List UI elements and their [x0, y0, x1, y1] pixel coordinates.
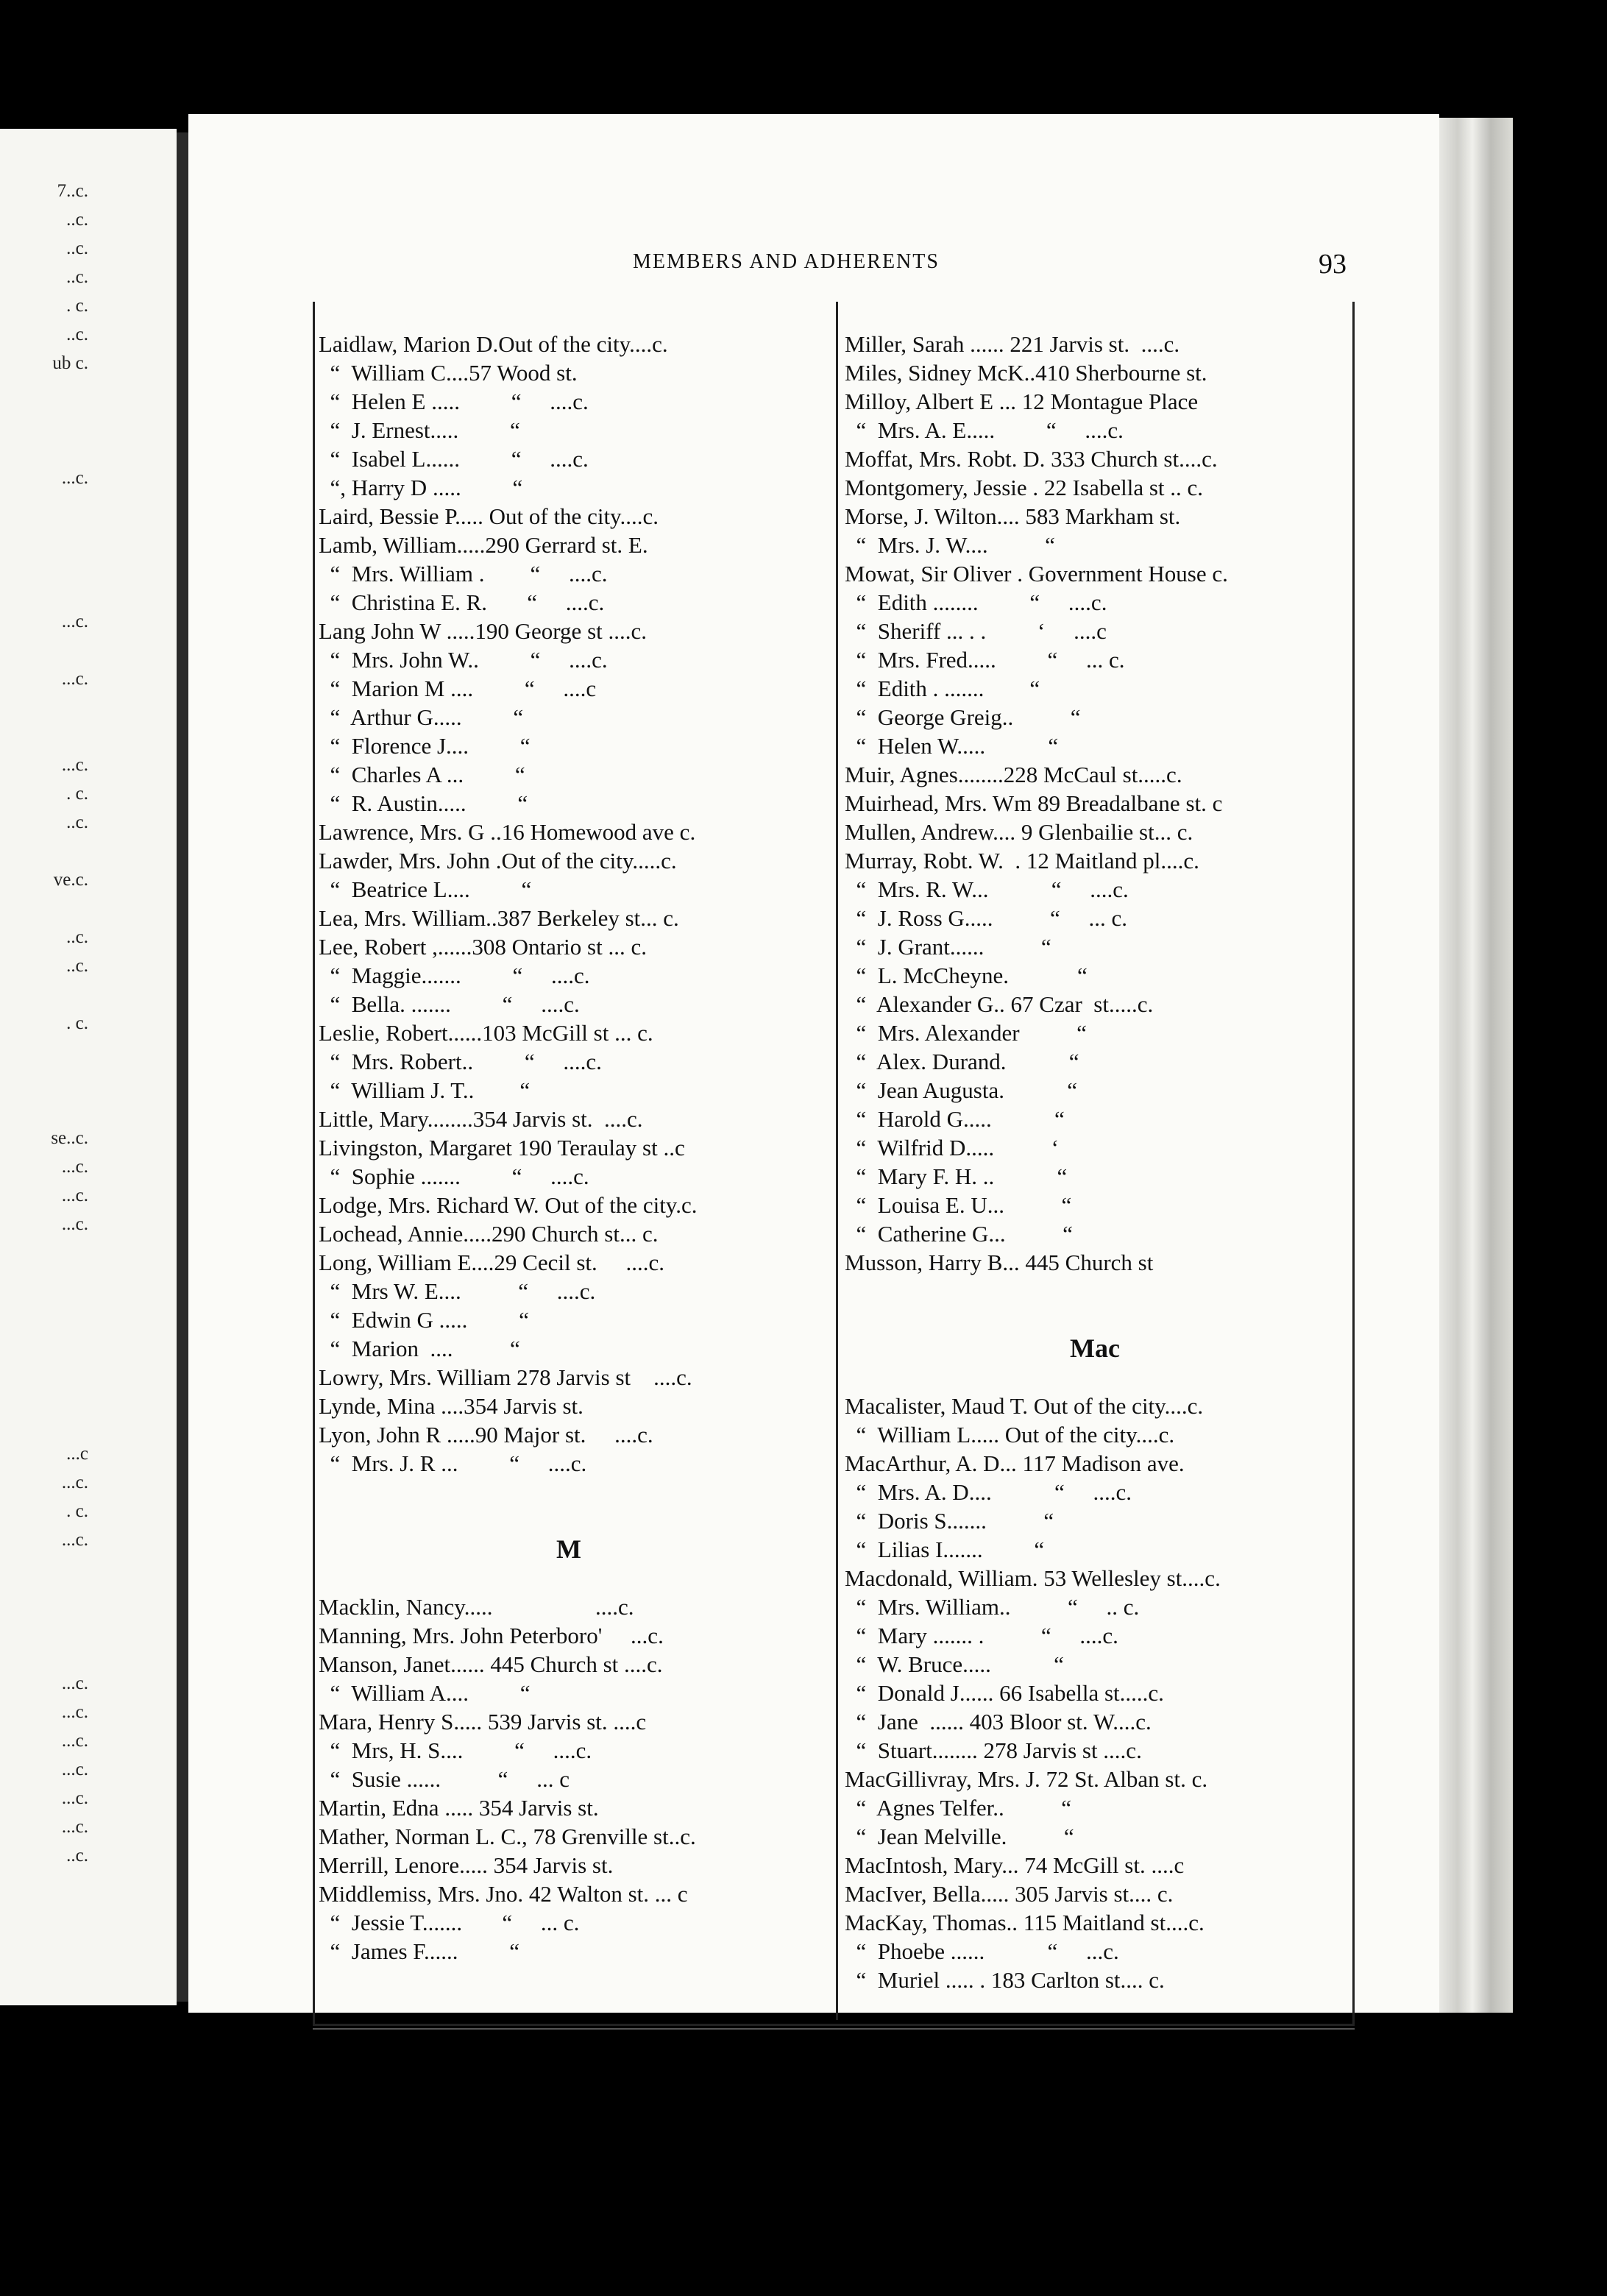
- directory-entry: “ Jane ...... 403 Bloor st. W....c.: [845, 1709, 1152, 1735]
- directory-entry: Montgomery, Jessie . 22 Isabella st .. c.: [845, 475, 1204, 500]
- directory-entry: MacArthur, A. D... 117 Madison ave.: [845, 1450, 1185, 1476]
- page-edges: [1439, 118, 1513, 2013]
- facing-page-fragment: [0, 492, 88, 521]
- directory-entry: Macalister, Maud T. Out of the city....c.: [845, 1393, 1204, 1419]
- directory-entry: MacGillivray, Mrs. J. 72 St. Alban st. c.: [845, 1766, 1208, 1792]
- section-heading: Mac: [1070, 1333, 1120, 1363]
- directory-entry: Manson, Janet...... 445 Church st ....c.: [319, 1651, 663, 1677]
- facing-page-fragment: ...c.: [61, 755, 88, 775]
- directory-entry: “ Stuart........ 278 Jarvis st ....c.: [845, 1737, 1142, 1763]
- directory-entry: “ Louisa E. U... “: [845, 1192, 1072, 1218]
- directory-entry: “ Mary ....... . “ ....c.: [845, 1623, 1118, 1648]
- directory-entry: “ Mrs. William . “ ....c.: [319, 561, 608, 587]
- facing-page-fragment: [0, 1411, 88, 1439]
- bottom-rule: [313, 2028, 1355, 2030]
- facing-page-fragment: ..c.: [66, 267, 88, 287]
- directory-entry: Lea, Mrs. William..387 Berkeley st... c.: [319, 905, 679, 931]
- spacer: [845, 1277, 1345, 1305]
- running-head: MEMBERS AND ADHERENTS: [633, 250, 940, 273]
- directory-entry: Lamb, William.....290 Gerrard st. E.: [319, 532, 648, 558]
- directory-entry: “ Maggie....... “ ....c.: [319, 963, 590, 988]
- directory-entry: “ Sophie ....... “ ....c.: [319, 1163, 589, 1189]
- directory-entry: Long, William E....29 Cecil st. ....c.: [319, 1250, 665, 1275]
- facing-page-fragment: [0, 1325, 88, 1353]
- directory-entry: “ Helen W..... “: [845, 733, 1059, 759]
- facing-page-fragment: [0, 521, 88, 550]
- facing-page-fragment: ..c.: [66, 927, 88, 947]
- directory-entry: Merrill, Lenore..... 354 Jarvis st.: [319, 1852, 614, 1878]
- directory-entry: “ Wilfrid D..... ‘: [845, 1135, 1059, 1161]
- facing-page-fragment: ...c.: [61, 1817, 88, 1837]
- facing-page-fragment: . c.: [66, 296, 88, 316]
- facing-page-fragment: ...c.: [61, 1157, 88, 1177]
- facing-page-fragment: [0, 1267, 88, 1296]
- directory-entry: “, Harry D ..... “: [319, 475, 523, 500]
- directory-entry: Moffat, Mrs. Robt. D. 333 Church st....c.: [845, 446, 1218, 472]
- directory-entry: “ William A.... “: [319, 1680, 531, 1706]
- directory-entry: “ R. Austin..... “: [319, 790, 528, 816]
- directory-entry: “ Mrs. J. W.... “: [845, 532, 1055, 558]
- facing-page-fragment: [0, 693, 88, 722]
- facing-page-fragment: ..c.: [66, 812, 88, 832]
- directory-entry: “ Harold G..... “: [845, 1106, 1065, 1132]
- facing-page-fragment: [0, 1640, 88, 1669]
- facing-page-fragment: ...c: [66, 1444, 88, 1464]
- directory-entry: “ Marion M .... “ ....c: [319, 676, 597, 701]
- facing-page-fragment: [0, 1554, 88, 1583]
- facing-page-fragment: ..c.: [66, 238, 88, 258]
- directory-entry: Lynde, Mina ....354 Jarvis st.: [319, 1393, 583, 1419]
- facing-page-fragment: [0, 837, 88, 865]
- directory-entry: “ Mrs. Robert.. “ ....c.: [319, 1049, 602, 1074]
- directory-entry: “ Mrs. John W.. “ ....c.: [319, 647, 608, 673]
- directory-entry: “ Helen E ..... “ ....c.: [319, 389, 589, 414]
- directory-entry: Mara, Henry S..... 539 Jarvis st. ....c: [319, 1709, 647, 1735]
- directory-entry: “ Arthur G..... “: [319, 704, 524, 730]
- directory-entry: Lawder, Mrs. John .Out of the city.....c.: [319, 848, 677, 874]
- directory-entry: Lawrence, Mrs. G ..16 Homewood ave c.: [319, 819, 696, 845]
- column-divider: [836, 302, 838, 2020]
- directory-entry: “ J. Ernest..... “: [319, 417, 520, 443]
- directory-entry: Laidlaw, Marion D.Out of the city....c.: [319, 331, 668, 357]
- facing-page-fragment: [0, 1038, 88, 1066]
- directory-entry: “ Edith ........ “ ....c.: [845, 589, 1107, 615]
- facing-page-fragment: . c.: [66, 1013, 88, 1033]
- facing-page-fragment: [0, 894, 88, 923]
- directory-entry: Lee, Robert ,......308 Ontario st ... c.: [319, 934, 647, 960]
- directory-entry: Martin, Edna ..... 354 Jarvis st.: [319, 1795, 599, 1821]
- facing-page-fragment: [0, 980, 88, 1009]
- facing-page-fragment: [0, 1239, 88, 1267]
- directory-entry: “ Jean Augusta. “: [845, 1077, 1077, 1103]
- directory-entry: “ Mrs. J. R ... “ ....c.: [319, 1450, 587, 1476]
- directory-entry: Miller, Sarah ...... 221 Jarvis st. ....c.: [845, 331, 1180, 357]
- directory-entry: “ Beatrice L.... “: [319, 876, 532, 902]
- directory-entry: Leslie, Robert......103 McGill st ... c.: [319, 1020, 653, 1046]
- directory-entry: “ Alex. Durand. “: [845, 1049, 1079, 1074]
- facing-page-fragment: ...c.: [61, 1673, 88, 1693]
- facing-page-fragments: [0, 177, 88, 1870]
- facing-page-fragment: ..c.: [66, 1846, 88, 1866]
- directory-entry: Miles, Sidney McK..410 Sherbourne st.: [845, 360, 1207, 386]
- directory-entry: “ William J. T.. “: [319, 1077, 531, 1103]
- directory-entry: MacIntosh, Mary... 74 McGill st. ....c: [845, 1852, 1185, 1878]
- directory-entry: “ George Greig.. “: [845, 704, 1081, 730]
- facing-page-fragment: ...c.: [61, 1731, 88, 1751]
- directory-entry: Macdonald, William. 53 Wellesley st....c.: [845, 1565, 1221, 1591]
- directory-entry: “ James F...... “: [319, 1938, 520, 1964]
- directory-entry: Milloy, Albert E ... 12 Montague Place: [845, 389, 1199, 414]
- directory-entry: “ Donald J...... 66 Isabella st.....c.: [845, 1680, 1164, 1706]
- directory-entry: Livingston, Margaret 190 Teraulay st ..c: [319, 1135, 685, 1161]
- directory-entry: “ Muriel ..... . 183 Carlton st.... c.: [845, 1967, 1165, 1993]
- directory-entry: “ Christina E. R. “ ....c.: [319, 589, 605, 615]
- facing-page-fragment: [0, 722, 88, 751]
- directory-entry: “ Mrs. A. E..... “ ....c.: [845, 417, 1124, 443]
- directory-entry: “ Mrs W. E.... “ ....c.: [319, 1278, 596, 1304]
- directory-entry: “ Mrs. A. D.... “ ....c.: [845, 1479, 1132, 1505]
- directory-entry: “ Mrs. Alexander “: [845, 1020, 1087, 1046]
- facing-page-fragment: . c.: [66, 1501, 88, 1521]
- directory-entry: “ Agnes Telfer.. “: [845, 1795, 1072, 1821]
- facing-page-fragment: . c.: [66, 784, 88, 804]
- facing-page-fragment: ...c.: [61, 1760, 88, 1779]
- directory-entry: “ Jean Melville. “: [845, 1824, 1074, 1849]
- directory-entry: “ J. Ross G..... “ ... c.: [845, 905, 1128, 931]
- directory-entry: “ Mrs, H. S.... “ ....c.: [319, 1737, 592, 1763]
- directory-entry: Musson, Harry B... 445 Church st: [845, 1250, 1154, 1275]
- directory-entry: Muir, Agnes........228 McCaul st.....c.: [845, 762, 1182, 787]
- facing-page-fragment: [0, 1612, 88, 1640]
- directory-entry: “ Doris S....... “: [845, 1508, 1054, 1534]
- facing-page-fragment: [0, 636, 88, 665]
- facing-page-fragment: [0, 435, 88, 464]
- directory-entry: “ Florence J.... “: [319, 733, 531, 759]
- facing-page-fragment: ...c.: [61, 1788, 88, 1808]
- directory-entry: “ Mary F. H. .. “: [845, 1163, 1068, 1189]
- facing-page-fragment: 7..c.: [57, 181, 88, 201]
- directory-entry: “ Mrs. William.. “ .. c.: [845, 1594, 1140, 1620]
- directory-entry: “ Jessie T....... “ ... c.: [319, 1910, 580, 1935]
- directory-entry: “ Charles A ... “: [319, 762, 525, 787]
- facing-page-fragment: ...c.: [61, 1702, 88, 1722]
- facing-page-fragment: [0, 1095, 88, 1124]
- directory-entry: Lang John W .....190 George st ....c.: [319, 618, 648, 644]
- directory-entry: Lowry, Mrs. William 278 Jarvis st ....c.: [319, 1364, 692, 1390]
- directory-entry: “ W. Bruce..... “: [845, 1651, 1064, 1677]
- facing-page-fragment: ...c.: [61, 1473, 88, 1492]
- page-number: 93: [1319, 249, 1347, 280]
- facing-page-fragment: [0, 550, 88, 578]
- directory-entry: Morse, J. Wilton.... 583 Markham st.: [845, 503, 1181, 529]
- facing-page-fragment: ...c.: [61, 612, 88, 631]
- directory-entry: Mather, Norman L. C., 78 Grenville st..c.: [319, 1824, 696, 1849]
- facing-page-fragment: [0, 1353, 88, 1382]
- directory-entry: “ Isabel L...... “ ....c.: [319, 446, 589, 472]
- facing-page-fragment: ...c.: [61, 1530, 88, 1550]
- facing-page-fragment: [0, 1066, 88, 1095]
- facing-page-fragment: [0, 378, 88, 406]
- directory-entry: Mowat, Sir Oliver . Government House c.: [845, 561, 1228, 587]
- directory-entry: “ J. Grant...... “: [845, 934, 1051, 960]
- directory-entry: “ L. McCheyne. “: [845, 963, 1088, 988]
- facing-page-fragment: ve.c.: [53, 870, 88, 890]
- directory-entry: Lodge, Mrs. Richard W. Out of the city.c.: [319, 1192, 698, 1218]
- directory-entry: Murray, Robt. W. . 12 Maitland pl....c.: [845, 848, 1199, 874]
- facing-page-fragment: ..c.: [66, 956, 88, 976]
- directory-entry: Lyon, John R .....90 Major st. ....c.: [319, 1422, 653, 1448]
- directory-entry: Macklin, Nancy..... ....c.: [319, 1594, 634, 1620]
- directory-entry: Laird, Bessie P..... Out of the city....c.: [319, 503, 659, 529]
- directory-entry: “ Lilias I....... “: [845, 1537, 1045, 1562]
- facing-page-fragment: ub c.: [52, 353, 88, 373]
- directory-entry: “ Susie ...... “ ... c: [319, 1766, 570, 1792]
- right-column: [845, 330, 1345, 1994]
- directory-entry: Lochead, Annie.....290 Church st... c.: [319, 1221, 659, 1247]
- directory-entry: “ Mrs. Fred..... “ ... c.: [845, 647, 1125, 673]
- directory-entry: MacKay, Thomas.. 115 Maitland st....c.: [845, 1910, 1205, 1935]
- spacer: [319, 1478, 819, 1506]
- facing-page-fragment: ...c.: [61, 1214, 88, 1234]
- directory-entry: “ Phoebe ...... “ ...c.: [845, 1938, 1119, 1964]
- directory-entry: “ Mrs. R. W... “ ....c.: [845, 876, 1129, 902]
- facing-page-fragment: [0, 1296, 88, 1325]
- directory-entry: Middlemiss, Mrs. Jno. 42 Walton st. ... c: [319, 1881, 688, 1907]
- directory-entry: “ Alexander G.. 67 Czar st.....c.: [845, 991, 1154, 1017]
- book-gutter: [177, 132, 188, 2002]
- directory-entry: “ Edith . ....... “: [845, 676, 1040, 701]
- facing-page-fragment: se..c.: [51, 1128, 88, 1148]
- directory-entry: “ Catherine G... “: [845, 1221, 1073, 1247]
- directory-entry: Mullen, Andrew.... 9 Glenbailie st... c.: [845, 819, 1193, 845]
- facing-page-fragment: [0, 1583, 88, 1612]
- facing-page-fragment: [0, 578, 88, 607]
- directory-entry: “ William L..... Out of the city....c.: [845, 1422, 1175, 1448]
- section-heading: M: [556, 1534, 581, 1564]
- facing-page-fragment: ...c.: [61, 669, 88, 689]
- directory-entry: “ Marion .... “: [319, 1336, 520, 1361]
- facing-page-fragment: ...c.: [61, 468, 88, 488]
- left-column: [319, 330, 819, 1966]
- directory-entry: “ Edwin G ..... “: [319, 1307, 529, 1333]
- directory-entry: “ Sheriff ... . . ‘ ....c: [845, 618, 1107, 644]
- facing-page-fragment: ..c.: [66, 210, 88, 230]
- directory-entry: “ William C....57 Wood st.: [319, 360, 578, 386]
- directory-entry: MacIver, Bella..... 305 Jarvis st.... c.: [845, 1881, 1174, 1907]
- facing-page-fragment: [0, 406, 88, 435]
- directory-entry: Little, Mary........354 Jarvis st. ....c.: [319, 1106, 643, 1132]
- facing-page-fragment: [0, 1382, 88, 1411]
- directory-entry: Manning, Mrs. John Peterboro' ...c.: [319, 1623, 664, 1648]
- directory-entry: “ Bella. ....... “ ....c.: [319, 991, 580, 1017]
- facing-page-fragment: ..c.: [66, 325, 88, 344]
- directory-entry: Muirhead, Mrs. Wm 89 Breadalbane st. c: [845, 790, 1223, 816]
- facing-page-fragment: ...c.: [61, 1186, 88, 1205]
